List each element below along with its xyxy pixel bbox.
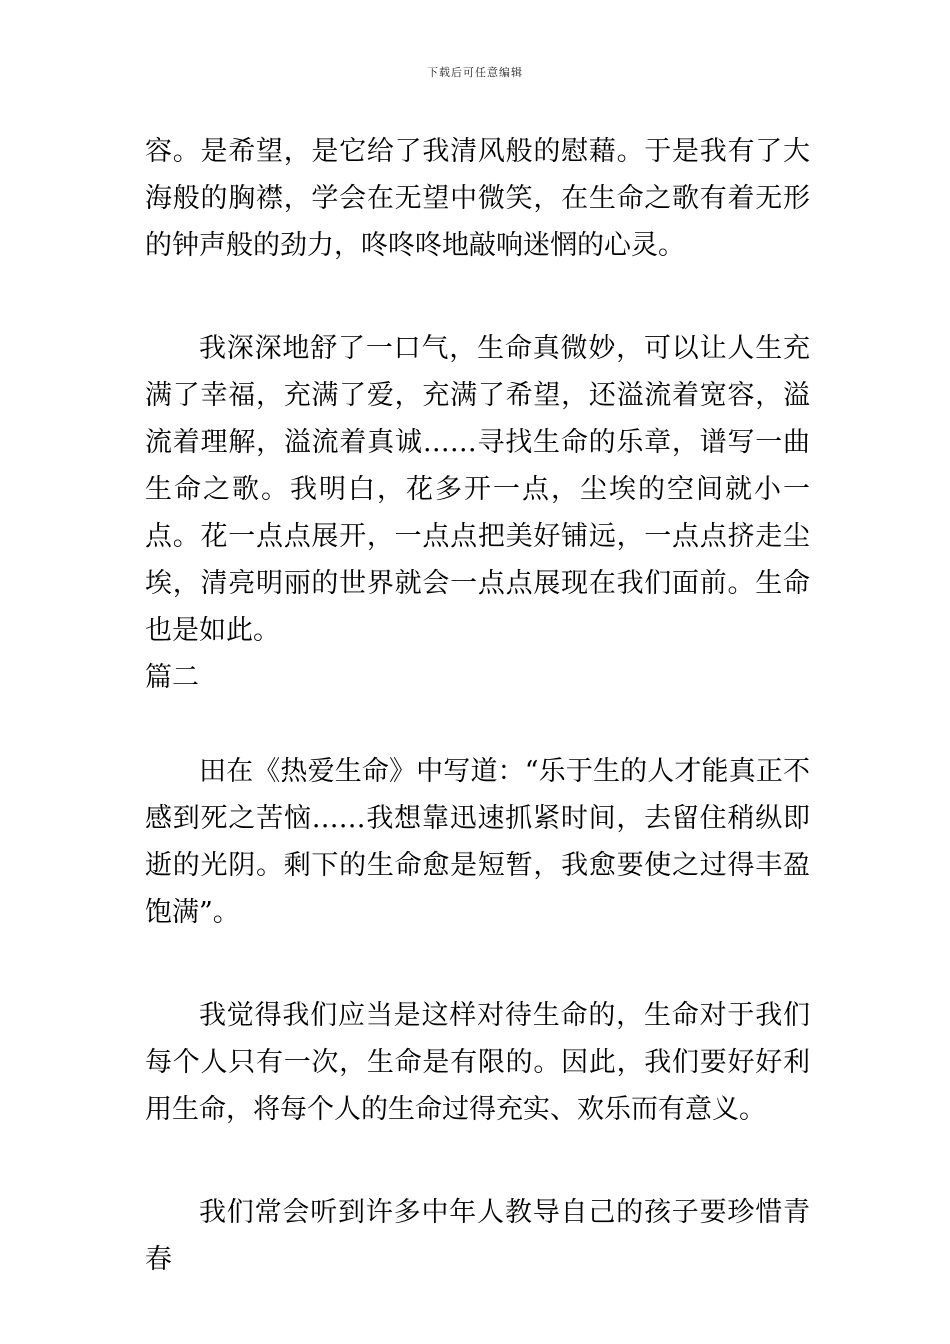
- paragraph: 我们常会听到许多中年人教导自己的孩子要珍惜青春: [145, 1197, 810, 1275]
- paragraph: 田在《热爱生命》中写道：“乐于生的人才能真正不感到死之苦恼……我想靠迅速抓紧时间，去留住稍纵即逝的光阴。剩下的生命愈是短暂，我愈要使之过得丰盈饱满”。: [145, 756, 810, 928]
- page-header: 下载后可任意编辑: [427, 66, 523, 79]
- section-heading: 篇二: [145, 662, 199, 693]
- document-body: [145, 128, 810, 1283]
- paragraph: 我深深地舒了一口气，生命真微妙，可以让人生充满了幸福，充满了爱，充满了希望，还溢流着宽容，溢流着理解，溢流着真诚……寻找生命的乐章，谱写一曲生命之歌。我明白，花多开一点，尘埃的空间就小一点。花一点点展开，一点点把美好铺远，一点点挤走尘埃，清亮明丽的世界就会一点点展现在我们面前。生命也是如此。: [145, 333, 810, 646]
- paragraph: 我觉得我们应当是这样对待生命的，生命对于我们每个人只有一次，生命是有限的。因此，我们要好好利用生命，将每个人的生命过得充实、欢乐而有意义。: [145, 1000, 810, 1125]
- paragraph-continuation: 容。是希望，是它给了我清风般的慰藉。于是我有了大海般的胸襟，学会在无望中微笑，在生命之歌有着无形的钟声般的劲力，咚咚咚地敲响迷惘的心灵。: [145, 136, 810, 261]
